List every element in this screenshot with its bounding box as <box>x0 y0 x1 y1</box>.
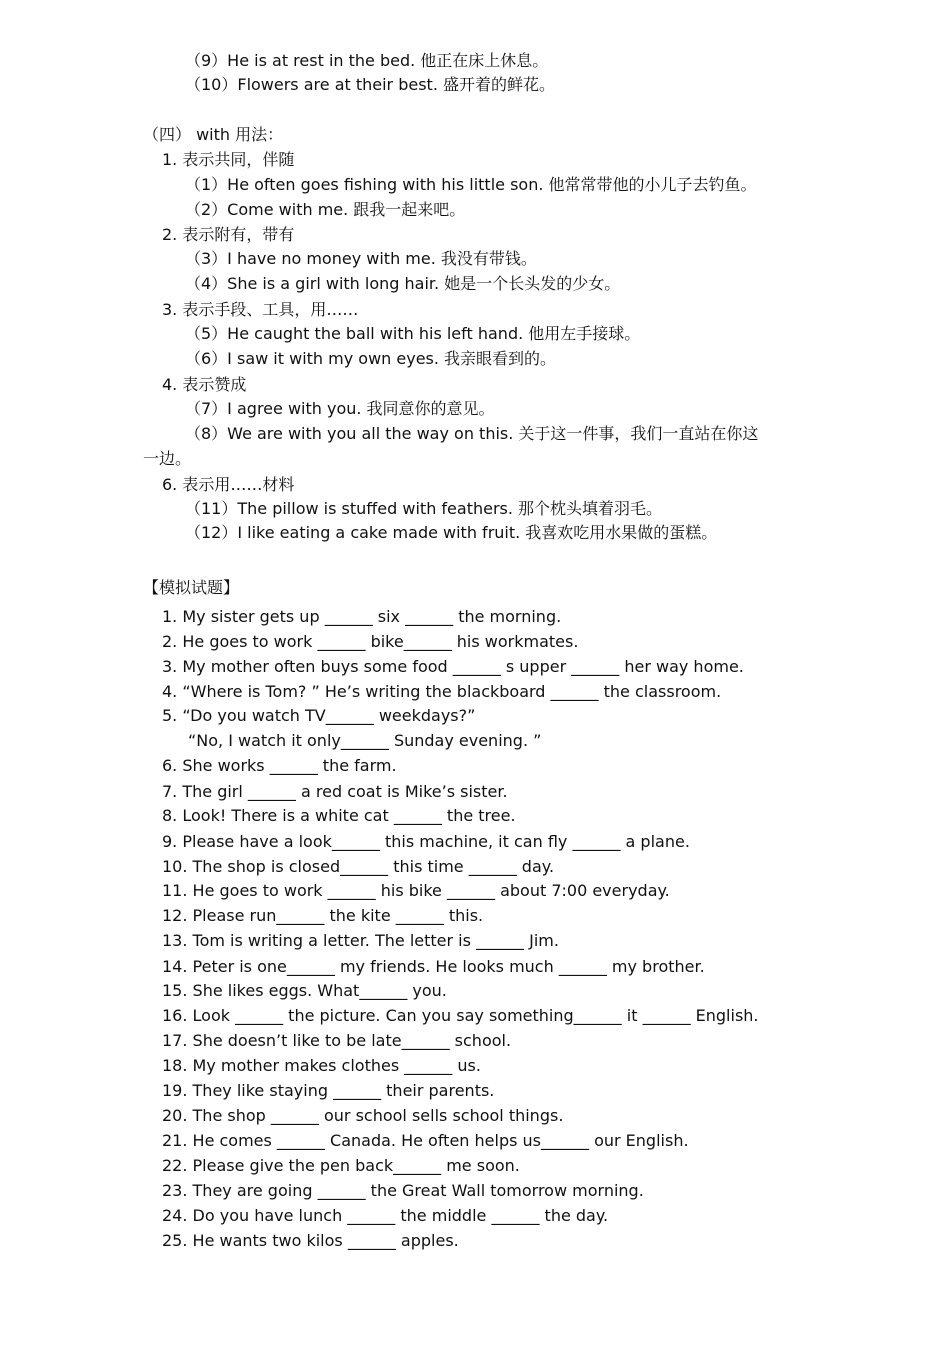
example-line: （7）I agree with you. 我同意你的意见。 <box>185 399 495 418</box>
exercise-item: 23. They are going ______ the Great Wall tomorrow morning. <box>162 1181 644 1200</box>
exercise-item: 19. They like staying ______ their parents. <box>162 1081 495 1100</box>
exercise-item: 18. My mother makes clothes ______ us. <box>162 1056 481 1075</box>
exercise-item: 11. He goes to work ______ his bike ______ about 7:00 everyday. <box>162 881 670 900</box>
example-line: （4）She is a girl with long hair. 她是一个长头发的少女。 <box>185 274 621 293</box>
exercise-item: 24. Do you have lunch ______ the middle ______ the day. <box>162 1206 609 1225</box>
usage-heading: 2. 表示附有，带有 <box>162 225 295 244</box>
exercise-item: 8. Look! There is a white cat ______ the tree. <box>162 806 516 825</box>
example-line: （6）I saw it with my own eyes. 我亲眼看到的。 <box>185 349 557 368</box>
exercise-item: 1. My sister gets up ______ six ______ the morning. <box>162 607 562 626</box>
example-line: （1）He often goes fishing with his little son. 他常常带他的小儿子去钓鱼。 <box>185 175 757 194</box>
usage-heading: 3. 表示手段、工具，用…… <box>162 300 359 319</box>
exercise-item: 5. “Do you watch TV______ weekdays?” <box>162 706 476 725</box>
exercise-heading: 【模拟试题】 <box>143 578 240 597</box>
exercise-item: 4. “Where is Tom? ” He’s writing the blackboard ______ the classroom. <box>162 682 722 701</box>
example-line: （3）I have no money with me. 我没有带钱。 <box>185 249 537 268</box>
exercise-item: 7. The girl ______ a red coat is Mike’s sister. <box>162 782 508 801</box>
exercise-item: 16. Look ______ the picture. Can you say something______ it ______ English. <box>162 1006 759 1025</box>
exercise-item: 20. The shop ______ our school sells school things. <box>162 1106 564 1125</box>
example-line: （8）We are with you all the way on this. 关于这一件事，我们一直站在你这 <box>185 424 759 443</box>
exercise-item: 12. Please run______ the kite ______ this. <box>162 906 484 925</box>
exercise-item-continuation: “No, I watch it only______ Sunday evening. ” <box>188 731 542 750</box>
section-heading: （四） with 用法： <box>143 125 284 144</box>
exercise-item: 3. My mother often buys some food ______ s upper ______ her way home. <box>162 657 744 676</box>
example-line: （12）I like eating a cake made with fruit. 我喜欢吃用水果做的蛋糕。 <box>185 523 718 542</box>
exercise-item: 9. Please have a look______ this machine, it can fly ______ a plane. <box>162 832 690 851</box>
example-line: （2）Come with me. 跟我一起来吧。 <box>185 200 466 219</box>
example-line: （9）He is at rest in the bed. 他正在床上休息。 <box>185 51 549 70</box>
usage-heading: 4. 表示赞成 <box>162 375 247 394</box>
example-line: （11）The pillow is stuffed with feathers. 那个枕头填着羽毛。 <box>185 499 663 518</box>
exercise-item: 17. She doesn’t like to be late______ school. <box>162 1031 512 1050</box>
example-line: （10）Flowers are at their best. 盛开着的鲜花。 <box>185 75 556 94</box>
exercise-item: 22. Please give the pen back______ me soon. <box>162 1156 520 1175</box>
usage-heading: 6. 表示用……材料 <box>162 475 295 494</box>
example-line: （5）He caught the ball with his left hand. 他用左手接球。 <box>185 324 641 343</box>
exercise-item: 21. He comes ______ Canada. He often helps us______ our English. <box>162 1131 689 1150</box>
exercise-item: 14. Peter is one______ my friends. He looks much ______ my brother. <box>162 957 705 976</box>
exercise-item: 6. She works ______ the farm. <box>162 756 397 775</box>
example-line-continuation: 一边。 <box>143 449 192 468</box>
usage-heading: 1. 表示共同，伴随 <box>162 150 295 169</box>
exercise-item: 2. He goes to work ______ bike______ his workmates. <box>162 632 579 651</box>
exercise-item: 13. Tom is writing a letter. The letter is ______ Jim. <box>162 931 559 950</box>
exercise-item: 25. He wants two kilos ______ apples. <box>162 1231 459 1250</box>
exercise-item: 15. She likes eggs. What______ you. <box>162 981 447 1000</box>
exercise-item: 10. The shop is closed______ this time ______ day. <box>162 857 555 876</box>
